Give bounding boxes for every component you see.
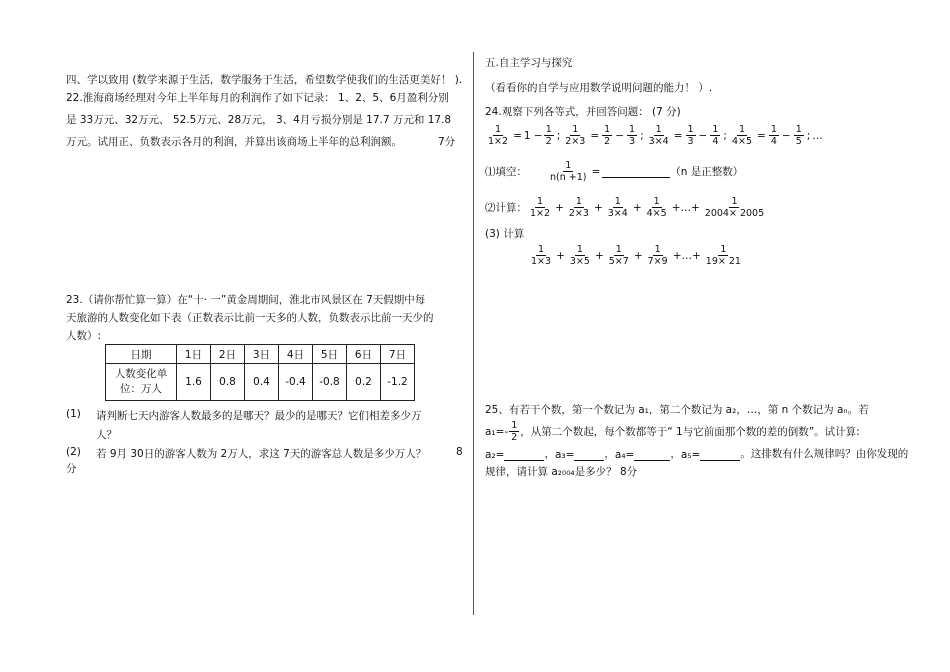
fraction: $\frac{1}{7\times 9}$ bbox=[647, 244, 668, 267]
q25-a5-blank bbox=[700, 449, 740, 461]
q24-title: 24.观察下列各等式，并回答问题： (7 分) bbox=[485, 106, 681, 118]
value-day-5: -0.8 bbox=[313, 364, 347, 401]
fraction: $\frac{1}{4}$ bbox=[712, 124, 719, 147]
q24-fill-row: ⑴填空： $\frac{1}{n(n +1)}$ = （n 是正整数） bbox=[485, 160, 744, 183]
row-label-line-2: 位：万人 bbox=[120, 383, 162, 395]
fraction: $\frac{1}{n(n +1)}$ bbox=[550, 160, 587, 183]
q22-line-3: 万元。试用正、负数表示各月的利润，并算出该商场上半年的总利润额。 bbox=[66, 136, 402, 148]
fraction: $\frac{1}{3}$ bbox=[687, 124, 694, 147]
header-day-7: 7日 bbox=[381, 345, 415, 364]
section4-title: 四、学以致用 (数学来源于生活，数学服务于生活，希望数学使我们的生活更美好！ ). bbox=[66, 74, 463, 86]
q24-answer-blank bbox=[602, 165, 670, 178]
section5-title: 五.自主学习与探究 bbox=[485, 57, 573, 69]
table-header-row bbox=[106, 345, 415, 364]
value-day-6: 0.2 bbox=[347, 364, 381, 401]
q25-a2-blank bbox=[504, 449, 544, 461]
q23-sub2-score: 8 bbox=[456, 446, 463, 458]
fraction: $\frac{1}{1\times 2}$ bbox=[530, 196, 551, 219]
q25-a3-label: a₃= bbox=[554, 449, 575, 461]
fraction: $\frac{1}{19\times 21}$ bbox=[705, 244, 741, 267]
q25-line-4: 规律，请计算 a₂₀₀₄是多少？ 8分 bbox=[485, 466, 638, 478]
q24-calc-label: ⑵计算： bbox=[485, 202, 527, 214]
row-label-line-1: 人数变化单 bbox=[114, 368, 168, 380]
table-row bbox=[106, 364, 415, 401]
fraction: $\frac{1}{5\times 7}$ bbox=[608, 244, 629, 267]
fraction: $\frac{1}{3\times 5}$ bbox=[569, 244, 590, 267]
q25-a4-blank bbox=[634, 449, 670, 461]
fraction: $\frac{1}{2}$ bbox=[511, 420, 518, 443]
fraction: $\frac{1}{1\times 3}$ bbox=[531, 244, 552, 267]
q24-fill-label: ⑴填空： bbox=[485, 166, 527, 178]
q23-line-3: 人数）: bbox=[66, 330, 102, 342]
header-day-5: 5日 bbox=[313, 345, 347, 364]
header-date: 日期 bbox=[106, 345, 177, 364]
q24-calc-row: ⑵计算： $\frac{1}{1\times 2}$ + $\frac{1}{2\times 3}$ + $\frac{1}{3\times 4}$ + $\frac{1}{4\times 5}$ +…+ $\frac{1}{2004\times 2005}$ bbox=[485, 196, 765, 219]
q25-a2-label: a₂= bbox=[485, 449, 505, 461]
value-day-4: -0.4 bbox=[279, 364, 313, 401]
value-day-3: 0.4 bbox=[245, 364, 279, 401]
fraction: $\frac{1}{3\times 4}$ bbox=[607, 196, 628, 219]
header-day-6: 6日 bbox=[347, 345, 381, 364]
value-day-7: -1.2 bbox=[381, 364, 415, 401]
fraction: $\frac{1}{4\times 5}$ bbox=[731, 124, 753, 147]
value-day-1: 1.6 bbox=[177, 364, 211, 401]
fraction: $\frac{1}{2\times 3}$ bbox=[568, 196, 589, 219]
tourist-change-table bbox=[105, 344, 415, 401]
q25-a5-label: a₅= bbox=[680, 449, 701, 461]
q24-fill-note: （n 是正整数） bbox=[670, 166, 744, 178]
q25-line-2 bbox=[485, 420, 860, 443]
q23-sub2-number: (2) bbox=[66, 446, 81, 458]
fraction: $\frac{1}{4}$ bbox=[770, 124, 777, 147]
fraction: $\frac{1}{2\times 3}$ bbox=[565, 124, 586, 147]
q24-3-expression: $\frac{1}{1\times 3}$ + $\frac{1}{3\times 5}$ + $\frac{1}{5\times 7}$ + $\frac{1}{7\times 9}$ +…+ $\frac{1}{19\times 21}$ bbox=[531, 244, 741, 267]
header-day-2: 2日 bbox=[211, 345, 245, 364]
fraction: $\frac{1}{3}$ bbox=[629, 124, 636, 147]
q23-line-2: 天旅游的人数变化如下表（正数表示比前一天多的人数，负数表示比前一天少的 bbox=[66, 312, 434, 324]
q25-line-1: 25、有若干个数，第一个数记为 a₁，第二个数记为 a₂，…，第 n 个数记为 aₙ。若 bbox=[485, 404, 869, 416]
header-day-4: 4日 bbox=[279, 345, 313, 364]
q22-line-2: 是 33万元、32万元、 52.5万元、28万元， 3、4月亏损分别是 17.7 万元和 17.8 bbox=[66, 114, 452, 126]
q25-a1-label: a₁=- bbox=[485, 425, 509, 438]
q25-a3-blank bbox=[574, 449, 604, 461]
header-day-3: 3日 bbox=[245, 345, 279, 364]
q25-line-3: a₂= ， a₃= ， a₄= ， a₅= 。这排数有什么规律吗？由你发现的 bbox=[485, 448, 909, 461]
q23-sub2-line-2: 分 bbox=[66, 463, 77, 475]
fraction: $\frac{1}{5}$ bbox=[795, 124, 802, 147]
section5-subtitle: （看看你的自学与应用数学说明问题的能力！ ）. bbox=[485, 82, 713, 94]
fraction: $\frac{1}{1\times 2}$ bbox=[488, 124, 509, 147]
q25-line-3-text: 。这排数有什么规律吗？由你发现的 bbox=[740, 448, 909, 460]
fraction: $\frac{1}{3\times 4}$ bbox=[648, 124, 669, 147]
column-divider bbox=[473, 52, 474, 615]
q22-line-1: 22.淮海商场经理对今年上半年每月的利润作了如下记录： 1、2、5、6月盈利分别 bbox=[66, 92, 449, 104]
fraction: $\frac{1}{2004\times 2005}$ bbox=[704, 196, 765, 219]
fraction: $\frac{1}{2}$ bbox=[604, 124, 611, 147]
fraction: $\frac{1}{4\times 5}$ bbox=[646, 196, 667, 219]
q23-line-1: 23.（请你帮忙算一算）在“十· 一”黄金周期间，淮北市风景区在 7天假期中每 bbox=[66, 294, 426, 306]
q23-sub2-line-1: 若 9月 30日的游客人数为 2万人，求这 7天的游客总人数是多少万人？ bbox=[96, 448, 427, 460]
value-day-2: 0.8 bbox=[211, 364, 245, 401]
q24-3-label: (3) 计算 bbox=[485, 228, 525, 240]
q25-line-2-text: ，从第二个数起，每个数都等于“ 1与它前面那个数的差的倒数”。试计算: bbox=[520, 426, 860, 438]
q23-sub1-number: (1) bbox=[66, 408, 81, 420]
q22-score: 7分 bbox=[438, 136, 456, 148]
header-day-1: 1日 bbox=[177, 345, 211, 364]
q24-equations: $\frac{1}{1\times 2}$ = 1 − $\frac{1}{2}$ ; $\frac{1}{2\times 3}$ = $\frac{1}{2}$ − $\frac{1}{3}$ ; $\frac{1}{3\times 4}$ = $\frac{1}{3}$ − $\frac{1}{4}$ ; $\frac{1}{4\times 5}$ = $\frac{1}{4}$ − $\frac{1}{5}$ ; … bbox=[488, 124, 823, 147]
q23-sub1-line-2: 人？ bbox=[96, 429, 117, 441]
fraction: $\frac{1}{2}$ bbox=[545, 124, 552, 147]
q25-a4-label: a₄= bbox=[614, 449, 635, 461]
q23-sub1-line-1: 请判断七天内游客人数最多的是哪天？最少的是哪天？它们相差多少万 bbox=[96, 410, 422, 422]
row-label bbox=[106, 364, 177, 401]
